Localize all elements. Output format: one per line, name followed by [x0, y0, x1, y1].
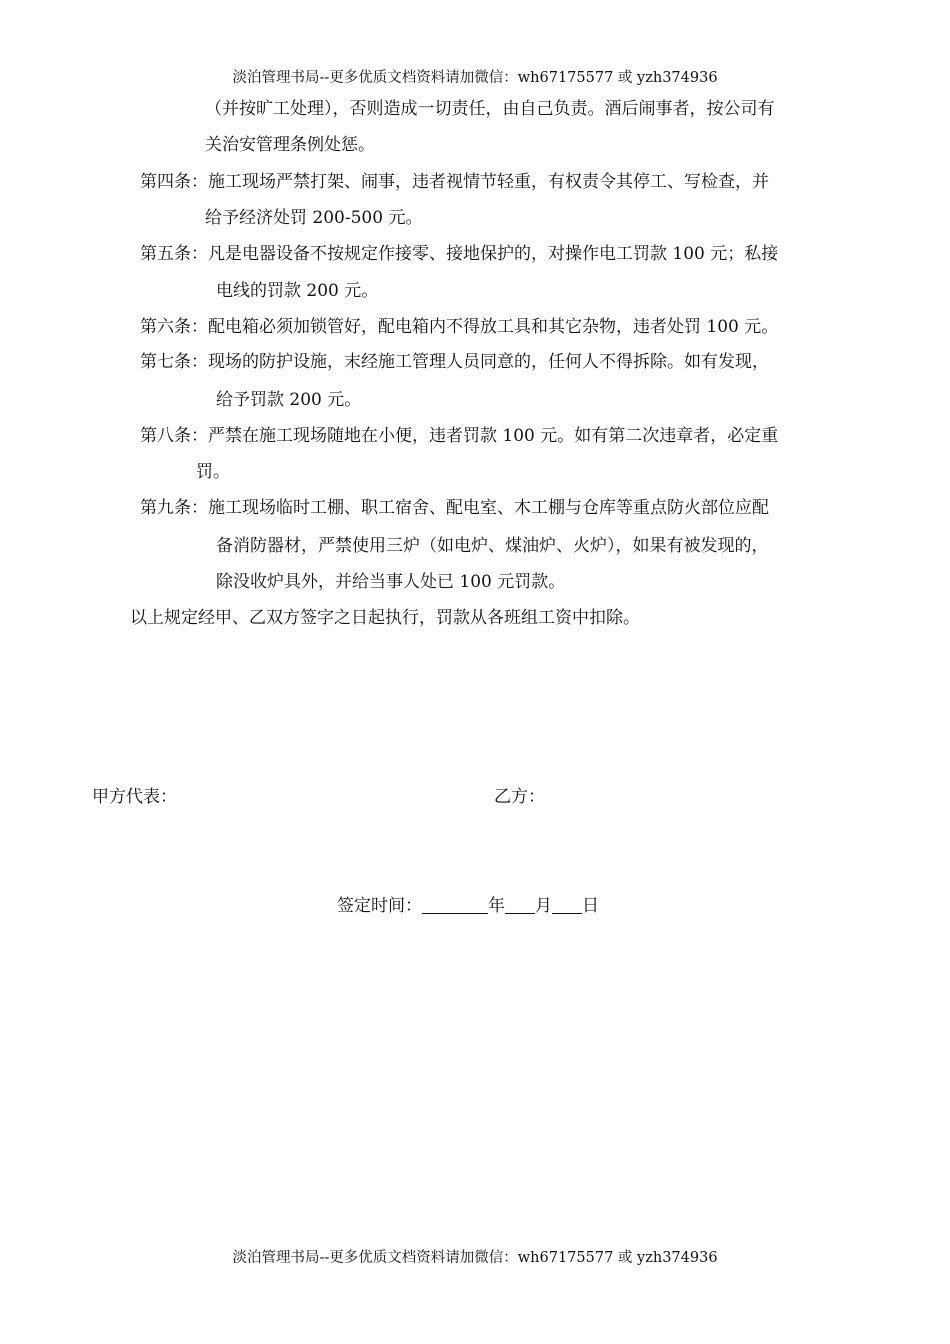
party-b-label: 乙方：	[494, 787, 545, 807]
day-blank[interactable]	[552, 896, 582, 914]
party-a-label: 甲方代表：	[92, 787, 177, 807]
clause5-line1: 第五条：凡是电器设备不按规定作接零、接地保护的，对操作电工罚款 100 元；私接	[140, 244, 779, 264]
clause8-line2: 罚。	[196, 462, 230, 482]
closing-statement: 以上规定经甲、乙双方签字之日起执行，罚款从各班组工资中扣除。	[130, 608, 640, 628]
month-label: 月	[535, 896, 552, 916]
clause6-line1: 第六条：配电箱必须加锁管好，配电箱内不得放工具和其它杂物，违者处罚 100 元。	[140, 317, 779, 337]
clause3-line2: 关治安管理条例处惩。	[205, 135, 375, 155]
year-label: 年	[488, 896, 505, 916]
signing-date	[337, 891, 599, 916]
clause9-line1: 第九条：施工现场临时工棚、职工宿舍、配电室、木工棚与仓库等重点防火部位应配	[140, 498, 769, 518]
clause4-line2: 给予经济处罚 200-500 元。	[205, 208, 423, 228]
date-label: 签定时间：	[337, 896, 422, 916]
month-blank[interactable]	[505, 896, 535, 914]
clause9-line2: 备消防器材，严禁使用三炉（如电炉、煤油炉、火炉），如果有被发现的，	[216, 536, 769, 556]
day-label: 日	[582, 896, 599, 916]
clause4-line1: 第四条：施工现场严禁打架、闹事，违者视情节轻重，有权责令其停工、写检查，并	[140, 172, 769, 192]
clause7-line2: 给予罚款 200 元。	[216, 390, 362, 410]
clause3-line1: （并按旷工处理），否则造成一切责任，由自己负责。酒后闹事者，按公司有	[205, 99, 775, 119]
page-footer: 淡泊管理书局--更多优质文档资料请加微信：wh67175577 或 yzh374936	[232, 1250, 718, 1266]
clause8-line1: 第八条：严禁在施工现场随地在小便，违者罚款 100 元。如有第二次违章者，必定重	[140, 426, 779, 446]
clause9-line3: 除没收炉具外，并给当事人处已 100 元罚款。	[216, 572, 566, 592]
page-header: 淡泊管理书局--更多优质文档资料请加微信：wh67175577 或 yzh374936	[232, 70, 718, 86]
clause7-line1: 第七条：现场的防护设施，末经施工管理人员同意的，任何人不得拆除。如有发现，	[140, 352, 769, 372]
clause5-line2: 电线的罚款 200 元。	[216, 281, 379, 301]
year-blank[interactable]	[422, 896, 488, 914]
